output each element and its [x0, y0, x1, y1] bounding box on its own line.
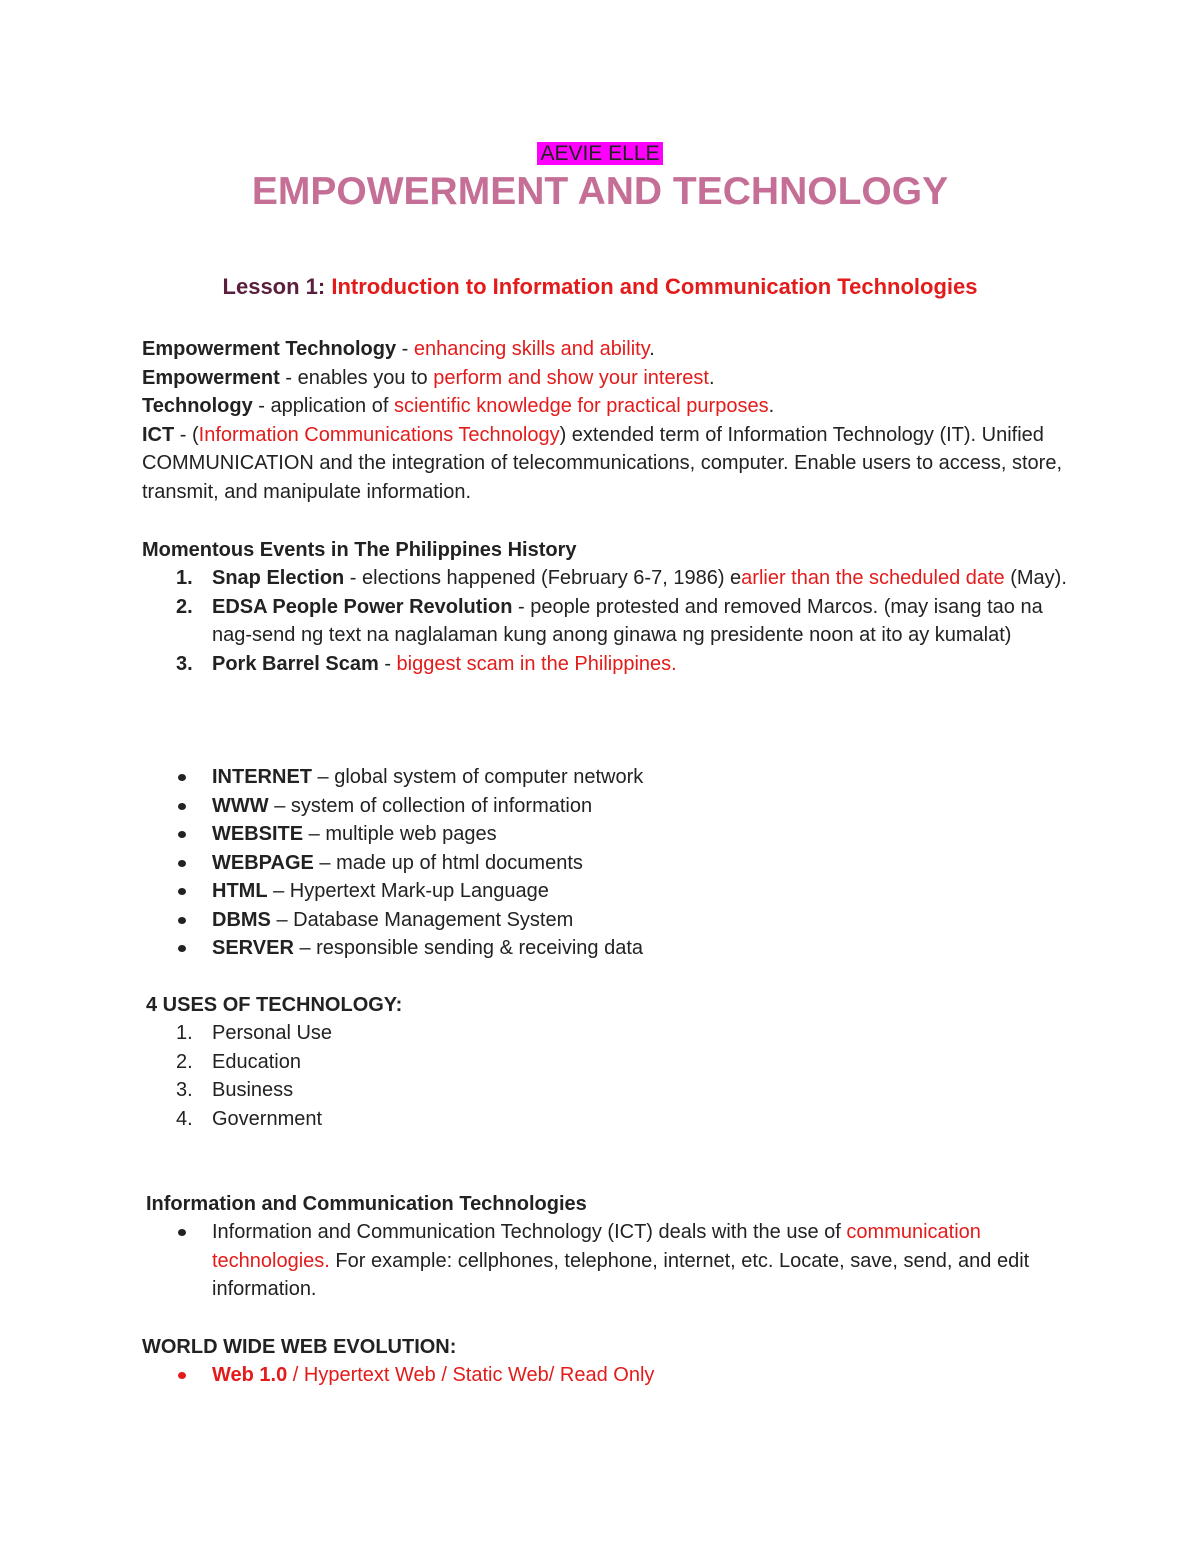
ict-list — [142, 1218, 1072, 1304]
list-item: HTML – Hypertext Mark-up Language — [142, 877, 1072, 906]
uses-list — [142, 1019, 1072, 1133]
bullet-icon — [142, 1361, 212, 1390]
list-item: Web 1.0 / Hypertext Web / Static Web/ Read Only — [142, 1361, 1072, 1390]
uses-heading: 4 USES OF TECHNOLOGY: — [146, 994, 403, 1016]
list-item: DBMS – Database Management System — [142, 906, 1072, 935]
events-heading: Momentous Events in The Philippines History — [142, 539, 577, 561]
definitions-block — [142, 335, 1072, 506]
list-item: Information and Communication Technology (ICT) deals with the use of communication technologies. For example: cellphones, telephone, internet, etc. Locate, save, send, and edit information. — [142, 1218, 1072, 1304]
list-item: 2. Education — [176, 1050, 301, 1073]
list-item: 1. Personal Use — [176, 1022, 333, 1044]
lesson-number: Lesson 1: — [222, 274, 332, 299]
list-item: 2. EDSA People Power Revolution - people protested and removed Marcos. (may isang tao na nag-send ng text na naglalaman kung anong ginawa ng presidente noon at ito ay kumalat) — [176, 595, 1043, 646]
bullet-icon — [142, 763, 212, 792]
www-evolution-list — [142, 1361, 1072, 1390]
bullet-icon — [142, 1218, 212, 1304]
ict-heading: Information and Communication Technologies — [146, 1193, 587, 1215]
bullet-icon — [142, 820, 212, 849]
list-item: WEBSITE – multiple web pages — [142, 820, 1072, 849]
glossary-list — [142, 763, 1072, 963]
bullet-icon — [142, 877, 212, 906]
list-item: 3. Business — [176, 1079, 294, 1101]
document-title: EMPOWERMENT AND TECHNOLOGY — [251, 170, 949, 213]
definition-technology: Technology - application of scientific knowledge for practical purposes. — [142, 395, 775, 417]
bullet-icon — [142, 934, 212, 963]
list-item: WEBPAGE – made up of html documents — [142, 849, 1072, 878]
definition-empowerment-technology: Empowerment Technology - enhancing skills and ability. — [142, 338, 655, 360]
www-evolution-heading: WORLD WIDE WEB EVOLUTION: — [142, 1336, 457, 1358]
definition-empowerment: Empowerment - enables you to perform and show your interest. — [142, 366, 715, 389]
list-item: 1. Snap Election - elections happened (February 6-7, 1986) earlier than the scheduled date (May). — [176, 567, 1067, 589]
bullet-icon — [142, 792, 212, 821]
list-item: 4. Government — [176, 1107, 323, 1130]
bullet-icon — [142, 849, 212, 878]
bullet-icon — [142, 906, 212, 935]
lesson-heading — [0, 272, 1200, 302]
list-item: INTERNET – global system of computer network — [142, 763, 1072, 792]
author-name: AEVIE ELLE — [0, 140, 1200, 168]
definition-ict: ICT - (Information Communications Technology) extended term of Information Technology (IT). Unified COMMUNICATION and the integration of telecommunications, computer. Enable users to access, store, transmit, and manipulate information. — [142, 423, 1063, 503]
lesson-title: Introduction to Information and Communication Technologies — [331, 274, 978, 299]
list-item: SERVER – responsible sending & receiving data — [142, 934, 1072, 963]
list-item: 3. Pork Barrel Scam - biggest scam in the Philippines. — [176, 652, 677, 675]
list-item: WWW – system of collection of information — [142, 792, 1072, 821]
events-list — [142, 564, 1072, 678]
